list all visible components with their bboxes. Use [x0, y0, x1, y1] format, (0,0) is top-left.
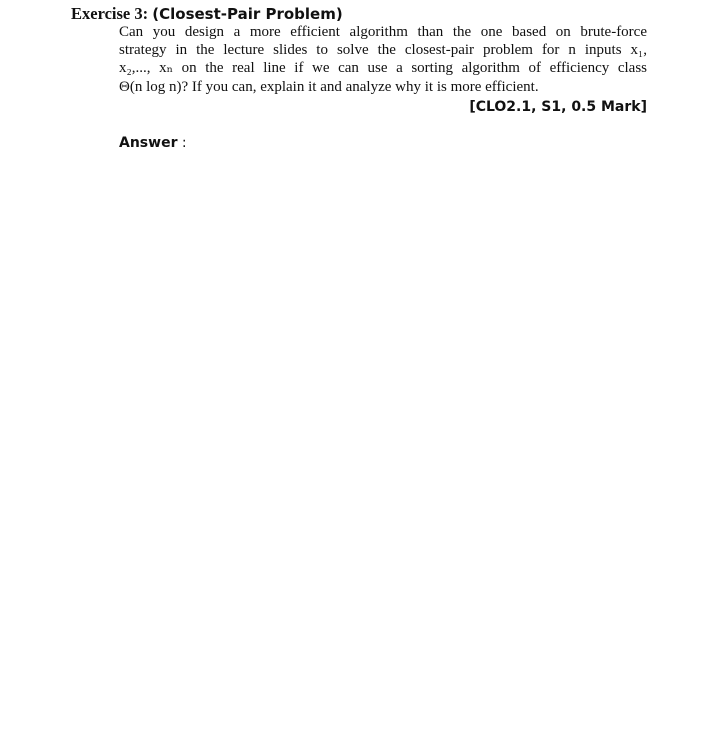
question-text	[119, 23, 647, 96]
exercise-heading	[71, 4, 343, 24]
question-line: x₂,..., xₙ on the real line if we can use a sorting algorithm of efficiency class	[119, 60, 647, 77]
answer-separator: :	[181, 135, 187, 151]
question-line: Θ(n log n)? If you can, explain it and analyze why it is more efficient.	[119, 78, 539, 95]
exercise-number: Exercise 3:	[71, 4, 149, 23]
question-line: strategy in the lecture slides to solve the closest-pair problem for n inputs x₁,	[119, 42, 647, 59]
answer-label: Answer	[119, 135, 178, 151]
answer-heading	[119, 135, 187, 151]
marks-label: [CLO2.1, S1, 0.5 Mark]	[469, 99, 647, 115]
exercise-title: (Closest-Pair Problem)	[152, 5, 343, 23]
question-line: Can you design a more efficient algorithm than the one based on brute-force	[119, 24, 647, 40]
